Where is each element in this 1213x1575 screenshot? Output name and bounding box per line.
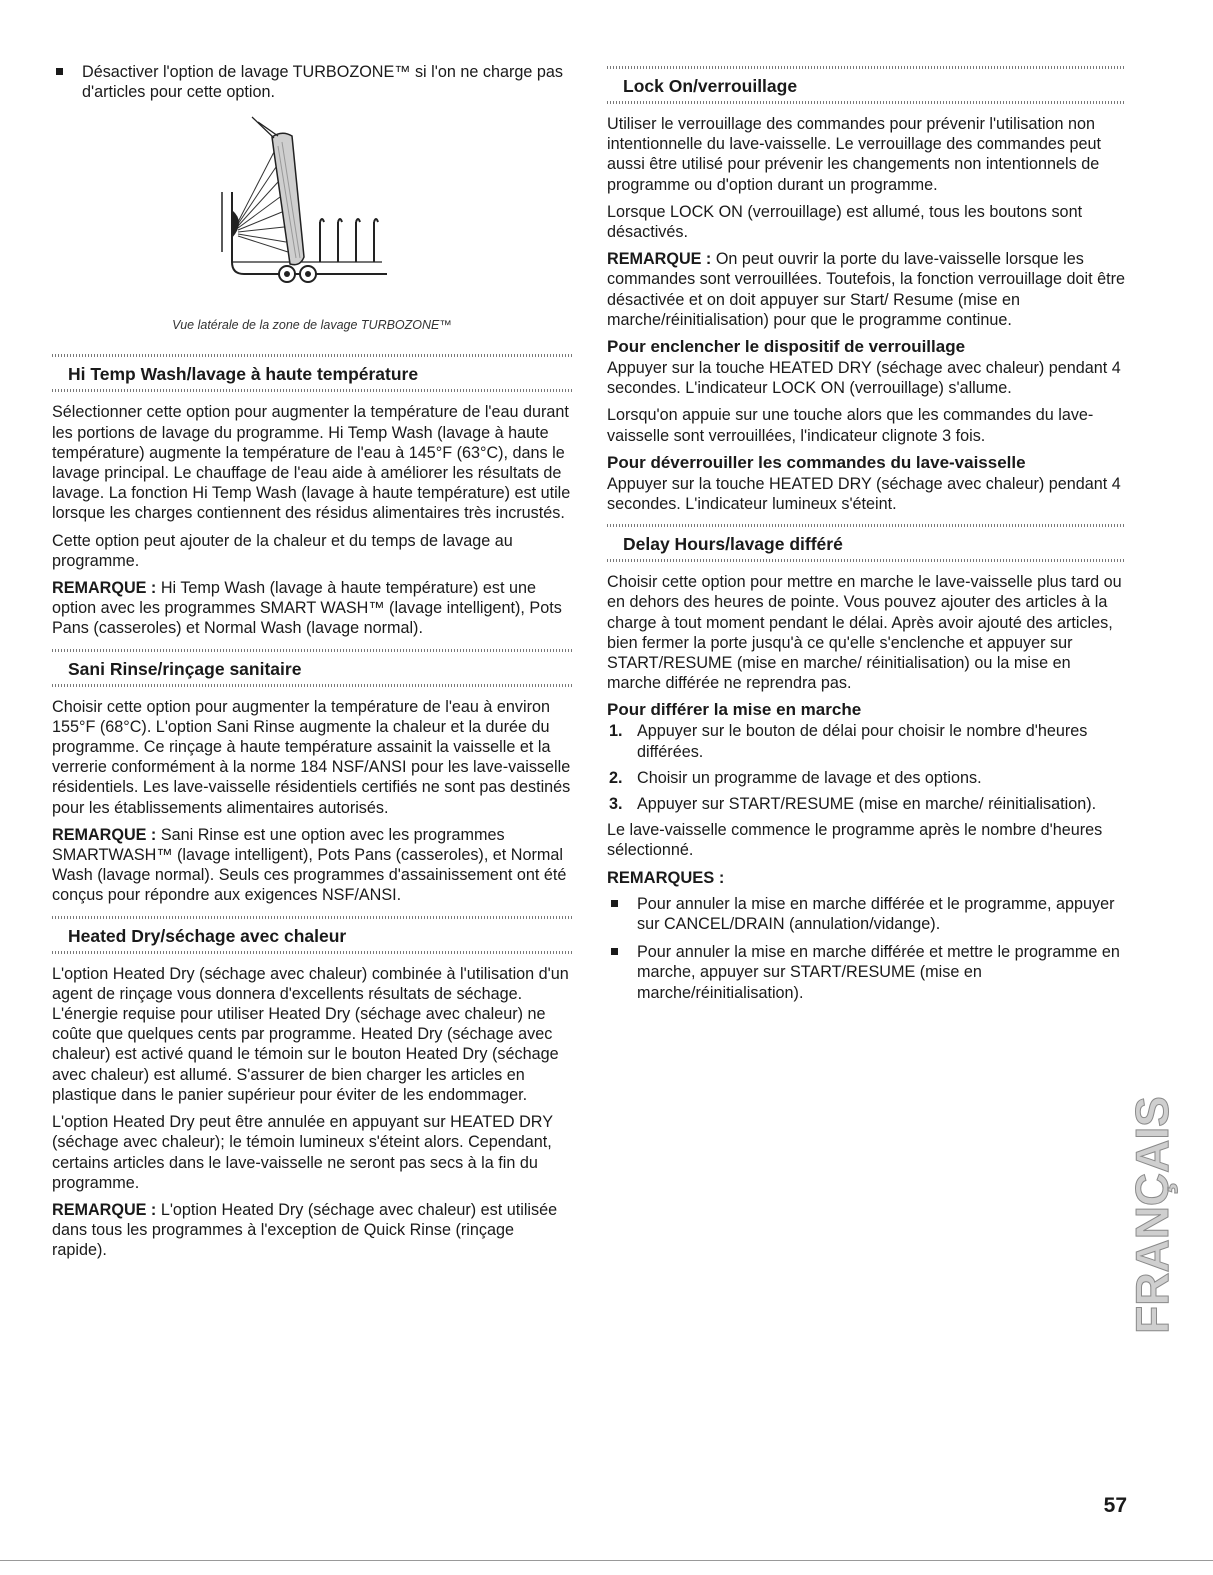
step-text: Appuyer sur START/RESUME (mise en marche/ réinitialisation). bbox=[637, 795, 1097, 814]
unlock-paragraph: Appuyer sur la touche HEATED DRY (séchage avec chaleur) pendant 4 secondes. L'indicateur lumineux s'éteint. bbox=[607, 474, 1121, 514]
section-header bbox=[52, 916, 572, 954]
note-label: REMARQUE : bbox=[52, 1200, 157, 1219]
delay-paragraph-1: Choisir cette option pour mettre en marche le lave-vaisselle plus tard ou en dehors des heures de pointe. Vous pouvez ajouter des articles à la charge à tout moment pendant le délai. Après avoir ajouté des articles, bien fermer la porte jusqu'à ce qu'elle s'enclenche et appuyer sur START/RESUME (mise en marche/ réinitialisation) ou la mise en marche différée ne reprendra pas. bbox=[607, 573, 1122, 693]
intro-bullet: Désactiver l'option de lavage TURBOZONE™ si l'on ne charge pas d'articles pour cette option. bbox=[52, 62, 572, 102]
edge-tab-text: FRANÇAIS bbox=[1126, 1096, 1178, 1334]
turbozone-side-view-illustration bbox=[212, 112, 412, 307]
heated-dry-note bbox=[52, 1200, 572, 1261]
heated-dry-paragraph-1: L'option Heated Dry (séchage avec chaleur) combinée à l'utilisation d'un agent de rinçage vous donnera d'excellents résultats de séchage. L'énergie requise pour utiliser Heated Dry (séchage avec chaleur) ne coûte que quelques cents par programme. Heated Dry (séchage avec chaleur) est activé quand le témoin sur le bouton Heated Dry (séchage avec chaleur) est allumé. S'assurer de bien charger les articles en plastique dans le panier supérieur pour éviter de les endommager. bbox=[52, 964, 569, 1104]
figure-caption: Vue latérale de la zone de lavage TURBOZONE™ bbox=[172, 318, 452, 333]
note-text: Hi Temp Wash (lavage à haute température) est une option avec les programmes SMART WASH™ (lavage intelligent), Pots Pans (casseroles) et Normal Wash (lavage normal). bbox=[52, 579, 562, 638]
delay-subhead: Pour différer la mise en marche bbox=[607, 700, 862, 720]
delay-paragraph-2: Le lave-vaisselle commence le programme après le nombre d'heures sélectionné. bbox=[607, 821, 1103, 860]
note-bullet: Pour annuler la mise en marche différée et le programme, appuyer sur CANCEL/DRAIN (annulation/vidange). bbox=[607, 894, 1125, 934]
unlock-subhead: Pour déverrouiller les commandes du lave-vaisselle bbox=[607, 452, 1026, 472]
lock-enable-paragraph-1: Appuyer sur la touche HEATED DRY (séchage avec chaleur) pendant 4 secondes. L'indicateur LOCK ON (verrouillage) s'allume. bbox=[607, 359, 1121, 398]
heated-dry-title: Heated Dry/séchage avec chaleur bbox=[68, 925, 347, 946]
right-column bbox=[607, 62, 1125, 1011]
step-number: 1. bbox=[609, 722, 623, 741]
left-column bbox=[52, 62, 572, 1268]
lock-paragraph-1: Utiliser le verrouillage des commandes pour prévenir l'utilisation non intentionnelle du lave-vaisselle. Le verrouillage des commandes peut aussi être utilisé pour prévenir les changements non intentionnels de programme ou d'option durant un programme. bbox=[607, 115, 1102, 194]
hi-temp-title: Hi Temp Wash/lavage à haute température bbox=[68, 364, 419, 385]
delay-title: Delay Hours/lavage différé bbox=[623, 534, 843, 555]
note-label: REMARQUE : bbox=[607, 250, 712, 269]
turbozone-figure bbox=[52, 112, 572, 312]
delay-section bbox=[607, 524, 1125, 562]
lock-enable-subhead: Pour enclencher le dispositif de verrouillage bbox=[607, 337, 966, 357]
note-text: On peut ouvrir la porte du lave-vaisselle lorsque les commandes sont verrouillées. Toutefois, la fonction verrouillage doit être désactivée et on doit appuyer sur Start/ Resume (mise en marche/réinitialisation) pour que le programme continue. bbox=[607, 250, 1125, 329]
bottom-rule bbox=[0, 1560, 1213, 1561]
step-item bbox=[607, 794, 1125, 814]
step-text: Appuyer sur le bouton de délai pour choisir le nombre d'heures différées. bbox=[637, 722, 1088, 761]
step-number: 2. bbox=[609, 768, 623, 787]
note-text: L'option Heated Dry (séchage avec chaleur) est utilisée dans tous les programmes à l'exception de Quick Rinse (rinçage rapide). bbox=[52, 1200, 558, 1260]
hi-temp-section bbox=[52, 354, 572, 392]
heated-dry-paragraph-2: L'option Heated Dry peut être annulée en appuyant sur HEATED DRY (séchage avec chaleur); le témoin lumineux s'éteint alors. Cependant, certains articles dans le lave-vaisselle ne seront pas secs à la fin du programme. bbox=[52, 1113, 553, 1192]
lock-paragraph-2: Lorsque LOCK ON (verrouillage) est allumé, tous les boutons sont désactivés. bbox=[607, 202, 1083, 242]
sani-rinse-note bbox=[52, 825, 572, 906]
notes-label: REMARQUES : bbox=[607, 868, 725, 887]
step-text: Choisir un programme de lavage et des options. bbox=[637, 768, 982, 787]
lock-enable-paragraph-2: Lorsqu'on appuie sur une touche alors que les commandes du lave-vaisselle sont verrouillées, l'indicateur clignote 3 fois. bbox=[607, 406, 1094, 445]
section-header bbox=[52, 649, 572, 687]
note-text: Sani Rinse est une option avec les programmes SMARTWASH™ (lavage intelligent), Pots Pans (casseroles), et Normal Wash (lavage normal). Seuls ces programmes d'assainissement ont été conçus pour répondre aux exigences NSF/ANSI. bbox=[52, 825, 567, 905]
page-number: 57 bbox=[1103, 1494, 1127, 1517]
step-number: 3. bbox=[609, 795, 623, 814]
lock-note bbox=[607, 249, 1125, 330]
lock-title: Lock On/verrouillage bbox=[623, 76, 798, 96]
section-header bbox=[607, 524, 1125, 562]
sani-rinse-section bbox=[52, 649, 572, 687]
hi-temp-paragraph-1: Sélectionner cette option pour augmenter la température de l'eau durant les portions de lavage du programme. Hi Temp Wash (lavage à haute température) augmente la température de l'eau à 145°F (63°C), dans le lavage principal. Le chauffage de l'eau aide à améliorer les résultats de lavage. La fonction Hi Temp Wash (lavage à haute température) est utile lorsque les charges contiennent des résidus alimentaires très incrustés. bbox=[52, 403, 571, 523]
sani-rinse-title: Sani Rinse/rinçage sanitaire bbox=[68, 658, 302, 679]
section-header bbox=[52, 354, 572, 392]
lock-section bbox=[607, 66, 1125, 104]
hi-temp-paragraph-2: Cette option peut ajouter de la chaleur et du temps de lavage au programme. bbox=[52, 531, 513, 570]
note-bullet: Pour annuler la mise en marche différée et mettre le programme en marche, appuyer sur START/RESUME (mise en marche/réinitialisation). bbox=[607, 942, 1125, 1003]
step-item bbox=[607, 721, 1125, 761]
heated-dry-section bbox=[52, 916, 572, 954]
note-label: REMARQUE : bbox=[52, 579, 157, 598]
section-header bbox=[607, 66, 1125, 104]
language-edge-tab bbox=[1126, 1085, 1188, 1345]
note-label: REMARQUE : bbox=[52, 825, 157, 844]
step-item bbox=[607, 768, 1125, 788]
sani-rinse-paragraph: Choisir cette option pour augmenter la température de l'eau à environ 155°F (68°C). L'option Sani Rinse augmente la chaleur et la durée du programme. Ce rinçage à haute température assainit la vaisselle et la verrerie conformément à la norme 184 NSF/ANSI pour les lave-vaisselle résidentiels. Les lave-vaisselle résidentiels certifiés ne sont pas destinés pour les établissements alimentaires autorisés. bbox=[52, 697, 571, 817]
hi-temp-note bbox=[52, 578, 572, 639]
